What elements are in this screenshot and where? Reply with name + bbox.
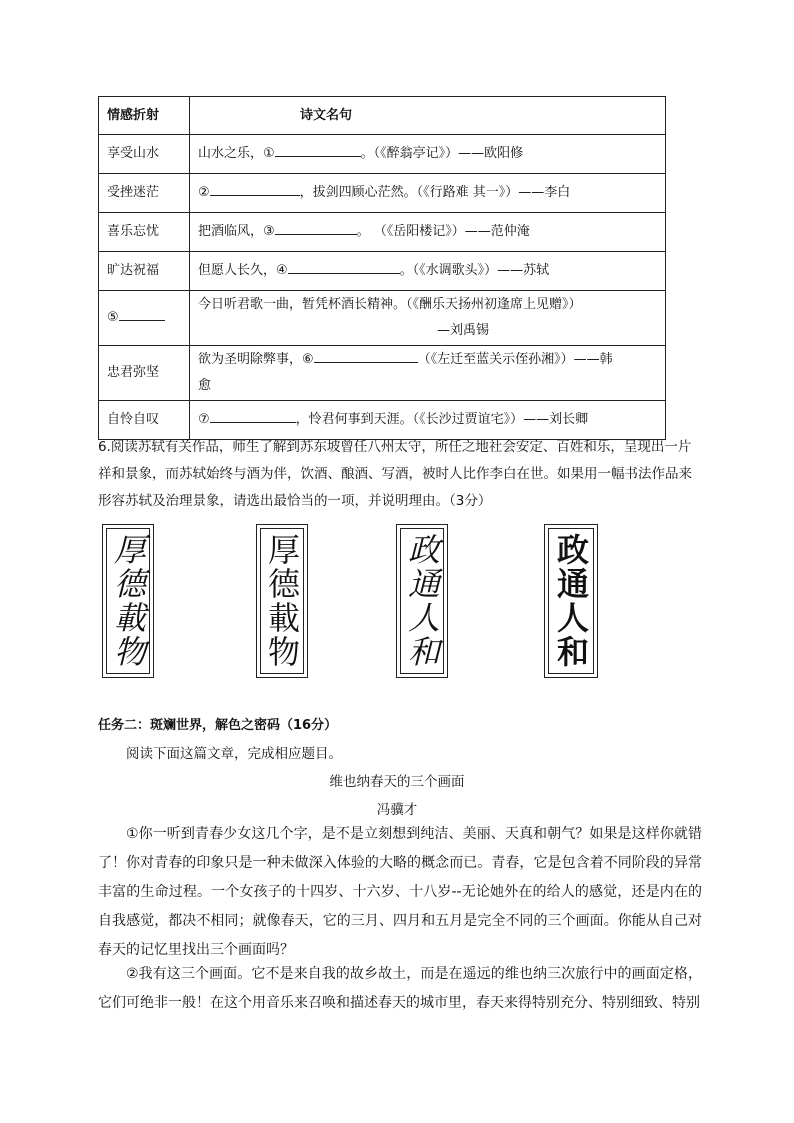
poem-author: 愈 [198, 378, 212, 393]
row-emotion: 忠君弥坚 [99, 346, 190, 401]
poem-source: 。 （《岳阳楼记》）——范仲淹 [356, 224, 530, 239]
row-poem [190, 291, 666, 346]
poem-source: 。（《醉翁亭记》）——欧阳修 [360, 146, 524, 161]
poem-text: ⑦ [198, 412, 210, 427]
table-header-row [99, 97, 666, 135]
header-emotion: 情感折射 [99, 97, 190, 135]
table-row [99, 291, 666, 346]
row-poem [190, 346, 666, 401]
poem-text: 但愿人长久，④ [198, 263, 288, 278]
poem-text: 把酒临风，③ [198, 224, 275, 239]
row-emotion: 喜乐忘忧 [99, 213, 190, 252]
row-emotion: 受挫迷茫 [99, 174, 190, 213]
calligraphy-option-c[interactable] [396, 524, 448, 678]
table-row [99, 346, 666, 401]
poem-text: 今日听君歌一曲，暂凭杯酒长精神。（《酬乐天扬州初逢席上见赠》） [198, 297, 582, 312]
poetry-table [98, 96, 666, 440]
calligraphy-option-b[interactable] [256, 524, 308, 678]
header-poem: 诗文名句 [190, 97, 666, 135]
poem-text: 欲为圣明除弊事，⑥ [198, 352, 314, 367]
table-row [99, 135, 666, 174]
answer-blank[interactable] [314, 348, 418, 363]
calligraphy-text: 政通人和 [403, 533, 441, 669]
poem-source: ，怜君何事到天涯。（《长沙过贾谊宅》）——刘长卿 [295, 412, 589, 427]
calligraphy-text: 政通人和 [552, 533, 590, 669]
calligraphy-text: 厚德載物 [109, 533, 147, 669]
row-emotion: 旷达祝福 [99, 252, 190, 291]
poem-source: 。（《水调歌头》）——苏轼 [399, 263, 550, 278]
answer-blank[interactable] [210, 408, 296, 423]
reading-instruction: 阅读下面这篇文章，完成相应题目。 [126, 746, 342, 762]
row-poem [190, 135, 666, 174]
task-2-heading: 任务二：斑斓世界，解色之密码（16分） [98, 718, 338, 733]
poem-source: （《左迁至蓝关示侄孙湘》）——韩 [417, 352, 613, 367]
table-row [99, 213, 666, 252]
table-row [99, 174, 666, 213]
poem-author: —刘禹锡 [436, 323, 489, 338]
row-poem [190, 252, 666, 291]
row-emotion: 自怜自叹 [99, 401, 190, 440]
question-6: 6.阅读苏轼有关作品，师生了解到苏东坡曾任八州太守，所任之地社会安定、百姓和乐，呈现出一片祥和景象，而苏轼始终与酒为伴，饮酒、酿酒、写酒，被时人比作李白在世。如果用一幅书法作品来形容苏轼及治理景象，请选出最恰当的一项，并说明理由。（3分） [98, 439, 692, 509]
row-emotion: 享受山水 [99, 135, 190, 174]
calligraphy-text: 厚德載物 [263, 533, 301, 669]
calligraphy-option-d[interactable] [544, 524, 598, 678]
poem-source: ，拔剑四顾心茫然。（《行路难 其一》）——李白 [299, 185, 571, 200]
row-poem [190, 174, 666, 213]
answer-blank[interactable] [288, 259, 400, 274]
answer-blank[interactable] [210, 181, 300, 196]
article-paragraph-2: ②我有这三个画面。它不是来自我的故乡故土，而是在遥远的维也纳三次旅行中的画面定格，它们可绝非一般！在这个用音乐来召唤和描述春天的城市里，春天来得特别充分、特别细致、特别 [98, 966, 702, 1011]
article-title: 维也纳春天的三个画面 [329, 774, 465, 790]
table-row [99, 252, 666, 291]
answer-blank[interactable] [275, 142, 361, 157]
poem-text: 山水之乐，① [198, 146, 275, 161]
emotion-number: ⑤ [107, 310, 119, 325]
row-poem [190, 213, 666, 252]
poem-text: ② [198, 185, 210, 200]
calligraphy-option-a[interactable] [102, 524, 154, 678]
answer-blank[interactable] [275, 220, 357, 235]
article-paragraph-1: ①你一听到青春少女这几个字，是不是立刻想到纯洁、美丽、天真和朝气？如果是这样你就错了！你对青春的印象只是一种未做深入体验的大略的概念而已。青春，它是包含着不同阶段的异常丰富的生命过程。一个女孩子的十四岁、十六岁、十八岁--无论她外在的给人的感觉，还是内在的自我感觉，都决不相同；就像春天，它的三月、四月和五月是完全不同的三个画面。你能从自己对春天的记忆里找出三个画面吗？ [98, 826, 702, 958]
article-author: 冯骥才 [376, 802, 418, 818]
row-emotion [99, 291, 190, 346]
answer-blank[interactable] [119, 306, 165, 321]
